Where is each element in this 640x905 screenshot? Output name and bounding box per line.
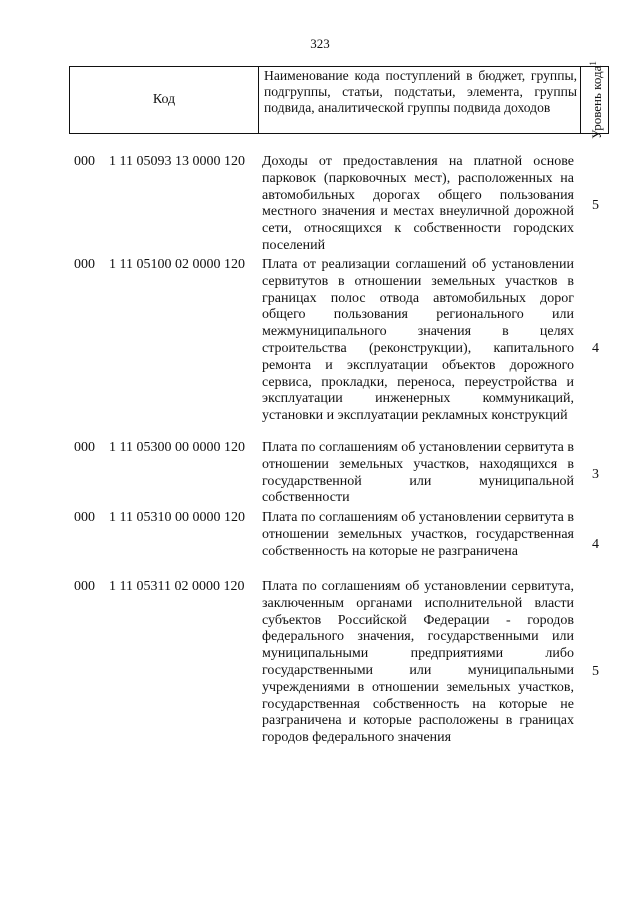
row-name: Доходы от предоставления на платной основе парковок (парковочных мест), расположенных на автомобильных дорогах общего пользования местного значения и местах внеуличной дорожной сети, относящихся к собственности городских поселений <box>262 154 574 253</box>
row-prefix: 000 <box>74 510 95 525</box>
table-row <box>69 154 609 257</box>
row-prefix: 000 <box>74 579 95 594</box>
page-number: 323 <box>310 36 330 51</box>
row-code: 1 11 05100 02 0000 120 <box>109 257 245 272</box>
row-level: 4 <box>592 536 599 552</box>
header-level-footnote: 1 <box>587 61 598 66</box>
row-level: 3 <box>592 467 599 482</box>
table-row <box>69 440 609 510</box>
row-name: Плата от реализации соглашений об установлении сервитутов в отношении земельных участков в границах полос отвода автомобильных дорог общего пользования регионального или межмуниципального значения в целях строительства (реконструкции), капитального ремонта и эксплуатации объектов дорожного сервиса, прокладки, переноса, переустройства и эксплуатации инженерных коммуникаций, установки и эксплуатации рекламных конструкций <box>262 257 574 424</box>
row-code: 1 11 05300 00 0000 120 <box>109 440 245 455</box>
row-level: 5 <box>592 197 599 213</box>
table-row <box>69 510 609 579</box>
row-prefix: 000 <box>74 440 95 455</box>
header-level-text: Уровень кода <box>588 65 604 139</box>
header-code-column: Код <box>70 67 259 133</box>
row-code: 1 11 05310 00 0000 120 <box>109 510 245 525</box>
table-header <box>69 61 609 139</box>
row-prefix: 000 <box>74 257 95 272</box>
row-name: Плата по соглашениям об установлении сервитута в отношении земельных участков, государственная собственность на которые не разграничена <box>262 510 574 559</box>
row-code: 1 11 05311 02 0000 120 <box>109 579 245 594</box>
row-level: 4 <box>592 340 599 356</box>
table-row <box>69 579 609 764</box>
row-name: Плата по соглашениям об установлении сервитута, заключенным органами исполнительной власти субъектов Российской Федерации - городов федерального значения, государственными или муниципальными предприятиями либо государственными или муниципальными учреждениями в отношении земельных участков, государственная собственность на которые не разграничена и которые расположены в границах городов федерального значения <box>262 579 574 746</box>
row-level: 5 <box>592 663 599 679</box>
header-level-column <box>581 61 608 139</box>
header-level-label <box>586 61 602 139</box>
table-row <box>69 257 609 440</box>
header-name-column: Наименование кода поступлений в бюджет, группы, подгруппы, статьи, подстатьи, элемента, группы подвида, аналитической группы подвида доходов <box>259 67 581 133</box>
table-body <box>69 154 609 764</box>
row-name: Плата по соглашениям об установлении сервитута в отношении земельных участков, находящихся в государственной или муниципальной собственности <box>262 440 574 506</box>
row-code: 1 11 05093 13 0000 120 <box>109 154 245 169</box>
row-prefix: 000 <box>74 154 95 169</box>
